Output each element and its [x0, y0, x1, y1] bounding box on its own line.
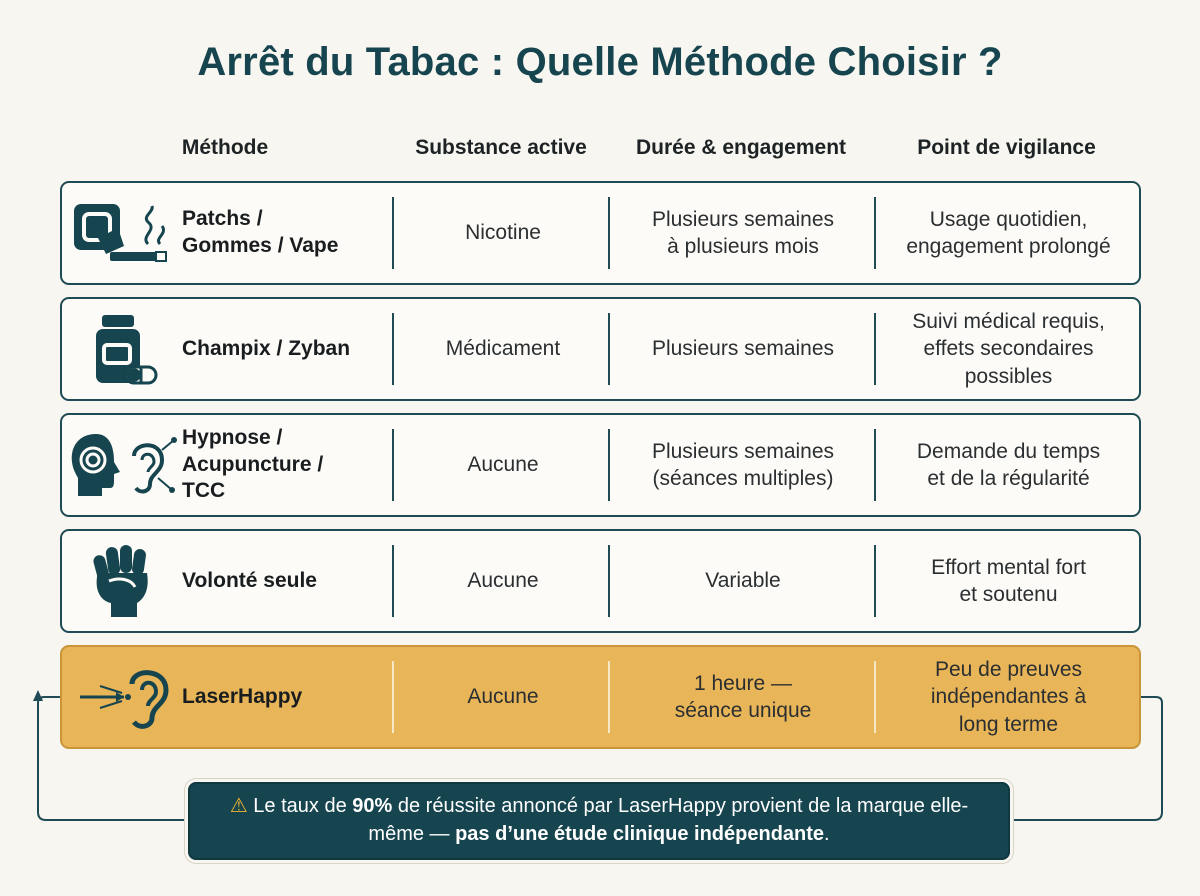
head-ear-icon	[62, 415, 182, 515]
warning-callout: ⚠ Le taux de 90% de réussite annoncé par LaserHappy provient de la marque elle-même — pas d’une étude clinique indépendante.	[188, 782, 1010, 860]
duration-cell: Variable	[705, 569, 781, 593]
warning-icon: ⚠	[229, 795, 248, 818]
vigilance-cell: Suivi médical requis, effets secondaires possibles	[912, 310, 1105, 388]
pill-bottle-icon	[62, 299, 182, 399]
duration-cell: 1 heure — séance unique	[674, 671, 812, 722]
table-row	[60, 181, 1141, 285]
header-method: Méthode	[181, 136, 269, 159]
duration-cell: Plusieurs semaines à plusieurs mois	[651, 207, 835, 258]
page-title: Arrêt du Tabac : Quelle Méthode Choisir ?	[197, 40, 1003, 84]
header-substance: Substance active	[415, 136, 587, 159]
duration-cell: Plusieurs semaines (séances multiples)	[651, 439, 835, 490]
method-name: Hypnose / Acupuncture / TCC	[182, 425, 324, 503]
vigilance-cell: Demande du temps et de la régularité	[916, 439, 1101, 490]
patch-cigarette-icon	[62, 183, 182, 283]
substance-cell: Aucune	[467, 569, 539, 593]
laser-ear-icon	[62, 647, 182, 747]
substance-cell: Aucune	[467, 453, 539, 477]
substance-cell: Médicament	[445, 337, 561, 361]
table-row	[60, 529, 1141, 633]
header-vigilance: Point de vigilance	[917, 136, 1096, 159]
substance-cell: Aucune	[467, 685, 539, 709]
vigilance-cell: Usage quotidien, engagement prolongé	[906, 207, 1111, 258]
method-name: Champix / Zyban	[182, 336, 351, 360]
vigilance-cell: Peu de preuves indépendantes à long terme	[930, 658, 1087, 736]
header-duration: Durée & engagement	[635, 136, 847, 159]
fist-icon	[62, 531, 182, 631]
method-name: LaserHappy	[182, 684, 303, 708]
substance-cell: Nicotine	[465, 221, 541, 245]
vigilance-cell: Effort mental fort et soutenu	[931, 555, 1086, 606]
duration-cell: Plusieurs semaines	[651, 337, 835, 361]
table-row	[60, 297, 1141, 401]
table-row-highlighted	[60, 645, 1141, 749]
method-name: Volonté seule	[182, 568, 317, 592]
table-row	[60, 413, 1141, 517]
method-name: Patchs / Gommes / Vape	[182, 207, 339, 257]
